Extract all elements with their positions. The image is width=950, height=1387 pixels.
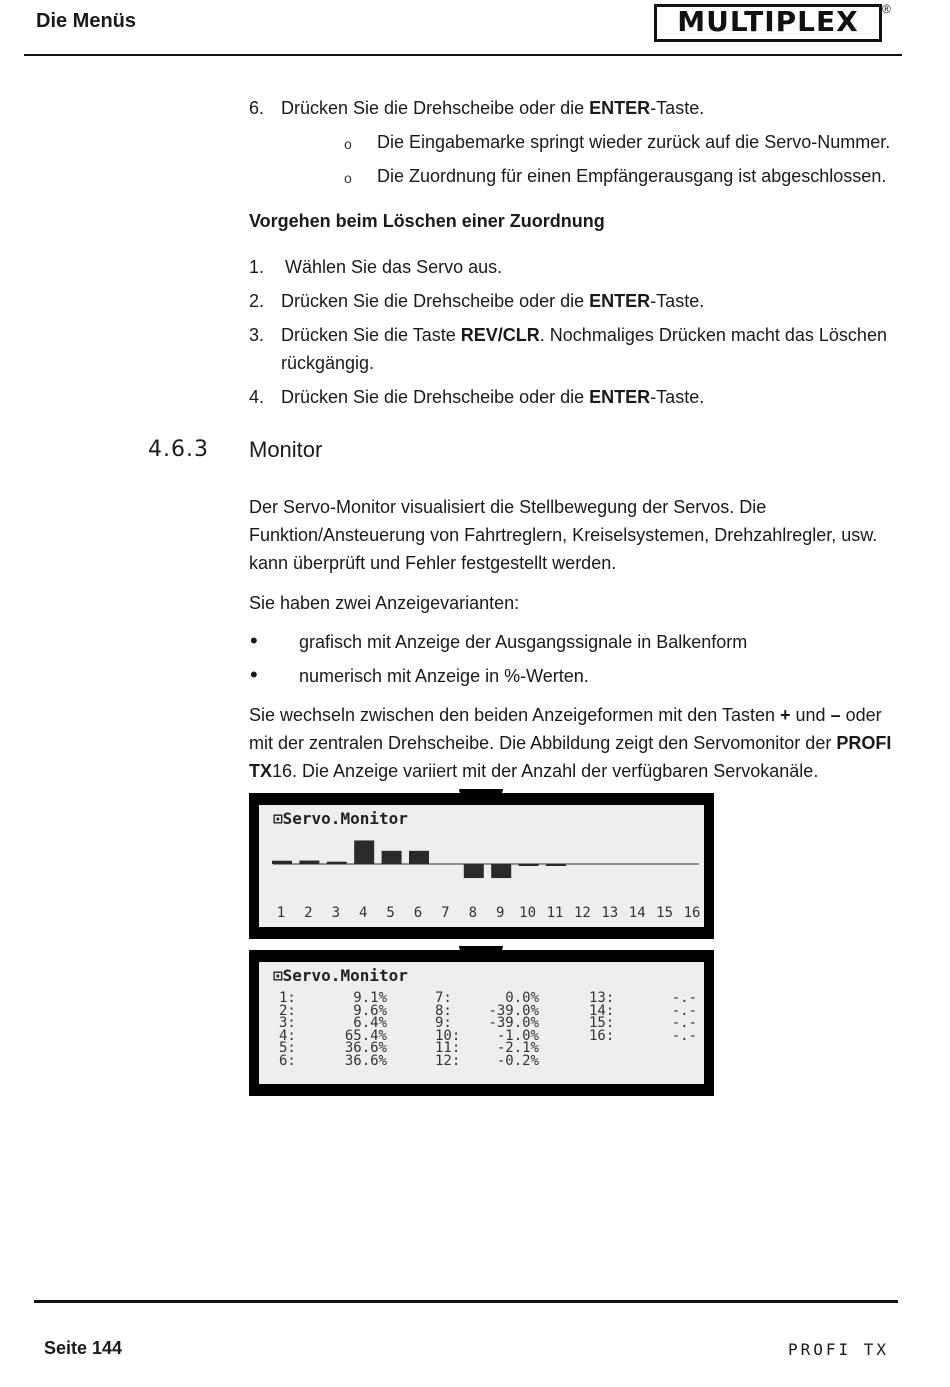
servo-value-grid bbox=[259, 992, 704, 1072]
channel-label-14: 14 bbox=[628, 905, 646, 921]
channel-number: 1: bbox=[279, 990, 296, 1006]
servo-monitor-graphic-screen bbox=[249, 793, 714, 939]
delete-step-3-number: 3. bbox=[249, 325, 265, 345]
channel-value: -.- bbox=[671, 990, 697, 1006]
channel-label-6: 6 bbox=[413, 905, 423, 921]
sub-bullet-marker: o bbox=[344, 136, 352, 152]
channel-label-2: 2 bbox=[304, 905, 313, 921]
channel-value: 9.6% bbox=[353, 1002, 387, 1019]
lcd-notch bbox=[459, 789, 503, 797]
channel-value: -39.0% bbox=[488, 1015, 539, 1031]
channel-number: 11: bbox=[435, 1040, 461, 1056]
sub-bullet-1: Die Eingabemarke springt wieder zurück auf die Servo-Nummer. bbox=[377, 132, 891, 152]
section-title: Monitor bbox=[249, 437, 323, 462]
channel-number: 9: bbox=[435, 1015, 452, 1031]
channel-number: 5: bbox=[279, 1040, 296, 1056]
bullet-dot-icon: • bbox=[250, 662, 258, 687]
delete-step-1-text: Wählen Sie das Servo aus. bbox=[285, 257, 503, 277]
brand-logo: MULTIPLEX bbox=[654, 4, 882, 42]
lcd-title: ⊡Servo.Monitor bbox=[273, 966, 408, 985]
variant-bullet-1: grafisch mit Anzeige der Ausgangssignale in Balkenform bbox=[299, 632, 748, 652]
channel-label-5: 5 bbox=[386, 905, 395, 921]
monitor-paragraph-3-line-3: TX16. Die Anzeige variiert mit der Anzahl der verfügbaren Servokanäle. bbox=[249, 761, 819, 781]
delete-step-2-number: 2. bbox=[249, 291, 265, 311]
channel-value: -1.0% bbox=[496, 1027, 539, 1044]
sub-bullet-2: Die Zuordnung für einen Empfängerausgang ist abgeschlossen. bbox=[377, 166, 887, 186]
channel-value: 6.4% bbox=[353, 1015, 387, 1031]
channel-number: 3: bbox=[279, 1015, 296, 1031]
channel-number: 7: bbox=[435, 990, 452, 1006]
registered-mark: ® bbox=[882, 2, 891, 16]
channel-value: -.- bbox=[671, 1027, 697, 1044]
servo-bar-3 bbox=[327, 862, 347, 864]
channel-value: 36.6% bbox=[344, 1040, 387, 1056]
channel-value: 0.0% bbox=[505, 990, 539, 1006]
channel-label-9: 9 bbox=[495, 905, 505, 921]
monitor-paragraph-1-line-3: kann überprüft und Fehler festgestellt werden. bbox=[249, 553, 617, 573]
channel-label-11: 11 bbox=[546, 905, 564, 921]
channel-number: 14: bbox=[589, 1002, 615, 1019]
monitor-paragraph-3-line-1: Sie wechseln zwischen den beiden Anzeigeformen mit den Tasten + und – oder bbox=[249, 705, 882, 725]
channel-label-15: 15 bbox=[656, 905, 674, 921]
channel-label-13: 13 bbox=[601, 905, 619, 921]
page-header-title: Die Menüs bbox=[36, 10, 137, 32]
servo-bar-1 bbox=[272, 861, 292, 864]
channel-value: -0.2% bbox=[496, 1052, 539, 1069]
servo-bar-6 bbox=[409, 851, 429, 864]
channel-value: 36.6% bbox=[344, 1052, 387, 1069]
channel-label-1: 1 bbox=[276, 905, 286, 921]
bullet-dot-icon: • bbox=[250, 628, 258, 653]
footer-rule bbox=[34, 1300, 898, 1303]
channel-number: 10: bbox=[435, 1027, 461, 1044]
delete-step-2-text: Drücken Sie die Drehscheibe oder die ENTER-Taste. bbox=[281, 291, 705, 311]
servo-bar-2 bbox=[299, 861, 319, 864]
monitor-paragraph-1-line-1: Der Servo-Monitor visualisiert die Stellbewegung der Servos. Die bbox=[249, 497, 767, 517]
delete-heading: Vorgehen beim Löschen einer Zuordnung bbox=[249, 211, 605, 231]
sub-bullet-marker: o bbox=[344, 170, 352, 186]
step-6-text: Drücken Sie die Drehscheibe oder die ENTER-Taste. bbox=[281, 98, 705, 118]
monitor-paragraph-2: Sie haben zwei Anzeigevarianten: bbox=[249, 593, 520, 613]
monitor-paragraph-1-line-2: Funktion/Ansteuerung von Fahrtreglern, Kreiselsystemen, Drehzahlregler, usw. bbox=[249, 525, 878, 545]
channel-value: 65.4% bbox=[344, 1027, 387, 1044]
channel-value: -2.1% bbox=[496, 1040, 539, 1056]
channel-number: 13: bbox=[589, 990, 615, 1006]
header-rule bbox=[24, 54, 902, 56]
delete-step-1-number: 1. bbox=[249, 257, 265, 277]
channel-label-4: 4 bbox=[358, 905, 368, 921]
channel-number: 12: bbox=[435, 1052, 461, 1069]
servo-monitor-numeric-screen bbox=[249, 950, 714, 1096]
channel-value: -39.0% bbox=[488, 1002, 539, 1019]
lcd-screen bbox=[259, 805, 704, 927]
channel-number: 6: bbox=[279, 1052, 296, 1069]
monitor-paragraph-3-line-2: mit der zentralen Drehscheibe. Die Abbildung zeigt den Servomonitor der PROFI bbox=[249, 733, 892, 753]
channel-label-7: 7 bbox=[441, 905, 450, 921]
channel-number: 4: bbox=[279, 1027, 296, 1044]
servo-bar-8 bbox=[464, 864, 484, 878]
lcd-title: ⊡Servo.Monitor bbox=[273, 809, 408, 828]
servo-bar-9 bbox=[491, 864, 511, 878]
channel-number: 8: bbox=[435, 1002, 452, 1019]
servo-bar-10 bbox=[519, 864, 539, 866]
delete-step-4-number: 4. bbox=[249, 387, 265, 407]
channel-value: -.- bbox=[671, 1002, 697, 1019]
delete-step-3-text: Drücken Sie die Taste REV/CLR. Nochmaliges Drücken macht das Löschen bbox=[281, 325, 887, 345]
servo-bar-chart bbox=[259, 805, 704, 927]
channel-label-10: 10 bbox=[519, 905, 537, 921]
lcd-screen bbox=[259, 962, 704, 1084]
channel-label-16: 16 bbox=[683, 905, 701, 921]
servo-bar-5 bbox=[382, 851, 402, 864]
step-6-number: 6. bbox=[249, 98, 265, 118]
channel-number: 15: bbox=[589, 1015, 615, 1031]
channel-value: -.- bbox=[671, 1015, 697, 1031]
channel-label-3: 3 bbox=[331, 905, 341, 921]
servo-bar-4 bbox=[354, 840, 374, 864]
lcd-notch bbox=[459, 946, 503, 954]
channel-label-8: 8 bbox=[468, 905, 478, 921]
delete-step-4-text: Drücken Sie die Drehscheibe oder die ENTER-Taste. bbox=[281, 387, 705, 407]
delete-step-3-text-line2: rückgängig. bbox=[281, 353, 375, 373]
channel-label-12: 12 bbox=[573, 905, 591, 921]
channel-number: 2: bbox=[279, 1002, 296, 1019]
channel-number: 16: bbox=[589, 1027, 615, 1044]
footer-page-number: Seite 144 bbox=[44, 1338, 123, 1358]
section-number: 4.6.3 bbox=[148, 437, 209, 462]
footer-brand: PROFI TX bbox=[788, 1340, 890, 1359]
servo-bar-11 bbox=[546, 864, 566, 866]
variant-bullet-2: numerisch mit Anzeige in %-Werten. bbox=[299, 666, 589, 686]
channel-value: 9.1% bbox=[353, 990, 387, 1006]
